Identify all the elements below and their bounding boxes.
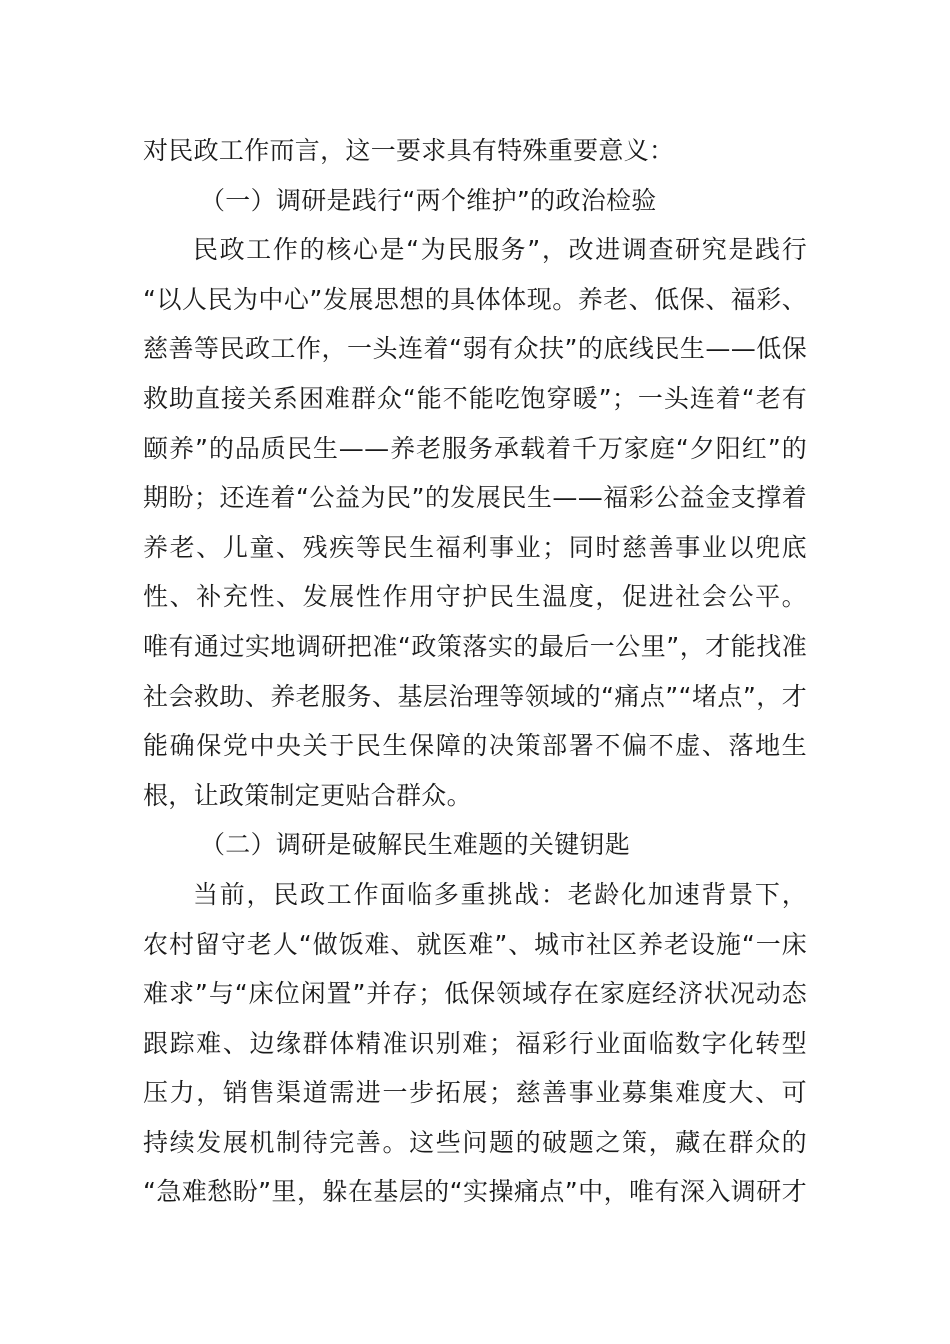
paragraph-line: 农村留守老人“做饭难、就医难”、城市社区养老设施“一床 <box>143 929 807 959</box>
section-heading: （一）调研是践行“两个维护”的政治检验 <box>200 185 657 215</box>
paragraph-line: “以人民为中心”发展思想的具体体现。养老、低保、福彩、 <box>143 284 807 314</box>
section-heading: （二）调研是破解民生难题的关键钥匙 <box>200 830 631 860</box>
paragraph-line: 社会救助、养老服务、基层治理等领域的“痛点”“堵点”，才 <box>143 681 807 711</box>
paragraph-line: 持续发展机制待完善。这些问题的破题之策，藏在群众的 <box>143 1127 807 1157</box>
paragraph-line: 对民政工作而言，这一要求具有特殊重要意义： <box>143 136 675 165</box>
paragraph-line: 养老、儿童、残疾等民生福利事业；同时慈善事业以兜底 <box>143 532 807 562</box>
paragraph-line: 民政工作的核心是“为民服务”，改进调查研究是践行 <box>193 235 807 265</box>
document-body <box>143 126 807 1217</box>
paragraph-line: 性、补充性、发展性作用守护民生温度，促进社会公平。 <box>143 582 807 612</box>
paragraph-line: 期盼；还连着“公益为民”的发展民生——福彩公益金支撑着 <box>143 483 807 513</box>
paragraph-line: 慈善等民政工作，一头连着“弱有众扶”的底线民生——低保 <box>143 334 807 364</box>
paragraph-line: 当前，民政工作面临多重挑战：老龄化加速背景下， <box>193 879 807 909</box>
paragraph-line: 颐养”的品质民生——养老服务承载着千万家庭“夕阳红”的 <box>143 433 807 463</box>
paragraph-line: 难求”与“床位闲置”并存；低保领域存在家庭经济状况动态 <box>143 979 807 1009</box>
paragraph-line: 跟踪难、边缘群体精准识别难；福彩行业面临数字化转型 <box>143 1028 807 1058</box>
paragraph-line: 压力，销售渠道需进一步拓展；慈善事业募集难度大、可 <box>143 1078 807 1108</box>
paragraph-line: 救助直接关系困难群众“能不能吃饱穿暖”；一头连着“老有 <box>143 383 807 413</box>
paragraph-line: 唯有通过实地调研把准“政策落实的最后一公里”，才能找准 <box>143 631 807 661</box>
paragraph-line: “急难愁盼”里，躲在基层的“实操痛点”中，唯有深入调研才 <box>143 1177 807 1207</box>
paragraph-line: 能确保党中央关于民生保障的决策部署不偏不虚、落地生 <box>143 731 807 761</box>
paragraph-line: 根，让政策制定更贴合群众。 <box>143 780 472 810</box>
